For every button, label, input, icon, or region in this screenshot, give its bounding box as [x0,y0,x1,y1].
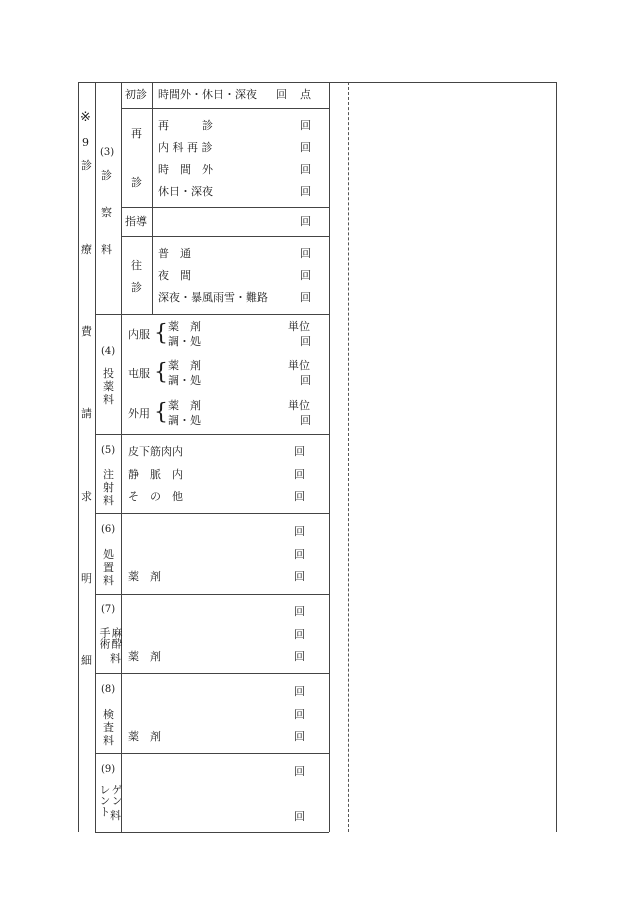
saishin-row-unit: 回 [300,119,311,132]
sub-divider-3-oushin [152,236,153,314]
main-label-char: 細 [81,654,92,667]
drug-label: 薬 剤 [128,650,161,663]
sep-7-8 [95,673,329,674]
oushin-row-unit: 回 [300,269,311,282]
item-number: 9 [82,136,89,149]
saishin-row-label: 時 間 外 [158,163,213,176]
saishin-row-label: 再 診 [158,119,213,132]
naifuku-label: 内服 [128,328,150,341]
section-title-bottom: 料 [110,809,121,822]
sub-divider-3-shoshin [152,82,153,108]
prep-unit: 回 [300,414,311,427]
brace-icon: { [154,400,168,425]
injection-row-label: 皮下筋肉内 [128,445,183,458]
section-title-char: 薬 [103,380,114,393]
injection-row-label: 静 脈 内 [128,468,183,481]
bottom-border [95,832,329,833]
drug-line: 薬 剤 [168,320,201,333]
prep-unit: 回 [300,374,311,387]
section-title-char: 査 [103,721,114,734]
section-title-char: 処 [103,548,114,561]
shido-unit: 回 [300,215,311,228]
row-unit: 回 [294,810,305,823]
main-label-char: 求 [81,490,92,503]
section-number: (7) [101,604,116,615]
drug-unit: 単位 [288,320,310,333]
sep-5-6 [95,513,329,514]
section-title-char: 料 [103,734,114,747]
main-label-char: 診 [81,159,92,172]
shoshin-label: 初診 [125,88,147,101]
oushin-row-unit: 回 [300,247,311,260]
section-title-char: 投 [103,367,114,380]
saishin-row-unit: 回 [300,141,311,154]
section-number: (3) [100,147,115,158]
section-title-char: 料 [103,494,114,507]
section-title-char: 射 [103,481,114,494]
dashed-divider [348,82,349,832]
injection-row-unit: 回 [294,468,305,481]
sep-3-4 [95,314,329,315]
row-unit: 回 [294,765,305,778]
oushin-label-char: 診 [131,281,142,294]
row-unit: 回 [294,548,305,561]
shoshin-unit-points: 点 [300,88,311,101]
injection-row-unit: 回 [294,490,305,503]
sub-divider-3-saishin [152,108,153,207]
col-divider-values [329,82,330,832]
sub-divider-3-shido [152,207,153,236]
section-title-char: 料 [101,243,112,256]
section-number: (8) [101,684,116,695]
drug-line: 薬 剤 [168,359,201,372]
section-title-bottom: 料 [110,652,121,665]
row-unit: 回 [294,570,305,583]
section-number: (9) [101,764,116,775]
section-title-char: 注 [103,468,114,481]
section-title-col-left: 手術 [98,627,111,649]
brace-icon: { [154,321,168,346]
saishin-row-label: 内 科 再 診 [158,141,213,154]
sep-8-9 [95,753,329,754]
section-title-char: 検 [103,708,114,721]
main-label-char: 明 [81,572,92,585]
row-unit: 回 [294,650,305,663]
right-border [556,82,557,832]
drug-label: 薬 剤 [128,570,161,583]
oushin-row-label: 深夜・暴風雨雪・難路 [158,291,268,304]
left-border [78,82,79,832]
tonpuku-label: 屯服 [128,367,150,380]
row-unit: 回 [294,730,305,743]
section-title-char: 置 [103,561,114,574]
gaiyou-label: 外用 [128,407,150,420]
shoshin-text: 時間外・休日・深夜 [158,88,257,101]
section-title-char: 察 [101,206,112,219]
main-label-char: 費 [81,325,92,338]
saishin-label-char: 再 [131,127,142,140]
prep-unit: 回 [300,335,311,348]
injection-row-unit: 回 [294,445,305,458]
note-symbol: ※ [80,110,91,125]
prep-line: 調・処 [168,414,201,427]
drug-unit: 単位 [288,359,310,372]
injection-row-label: そ の 他 [128,490,183,503]
section-title-char: 料 [103,393,114,406]
oushin-label-char: 往 [131,259,142,272]
section-title-col-left: レント [98,784,111,817]
shido-label: 指導 [125,215,147,228]
row-unit: 回 [294,628,305,641]
prep-line: 調・処 [168,335,201,348]
row-unit: 回 [294,685,305,698]
drug-label: 薬 剤 [128,730,161,743]
prep-line: 調・処 [168,374,201,387]
saishin-row-unit: 回 [300,163,311,176]
oushin-row-label: 普 通 [158,247,191,260]
section-number: (4) [101,346,116,357]
col-divider-section [121,82,122,832]
shoshin-unit-count: 回 [276,88,287,101]
sep-4-5 [95,434,329,435]
top-border-right [329,82,557,83]
main-label-char: 療 [81,243,92,256]
main-label-char: 請 [81,407,92,420]
section-number: (5) [101,445,116,456]
sep-6-7 [95,594,329,595]
oushin-row-label: 夜 間 [158,269,191,282]
section-title-col-right: ゲン [110,784,123,806]
saishin-row-unit: 回 [300,185,311,198]
row-unit: 回 [294,708,305,721]
drug-unit: 単位 [288,399,310,412]
oushin-row-unit: 回 [300,291,311,304]
saishin-label-char: 診 [131,176,142,189]
row-unit: 回 [294,525,305,538]
section-number: (6) [101,524,116,535]
section-title-col-right: 麻酔 [110,627,123,649]
section-title-char: 診 [101,169,112,182]
row-unit: 回 [294,605,305,618]
drug-line: 薬 剤 [168,399,201,412]
saishin-row-label: 休日・深夜 [158,185,213,198]
brace-icon: { [154,360,168,385]
section-title-char: 料 [103,574,114,587]
col-divider-label [95,82,96,832]
